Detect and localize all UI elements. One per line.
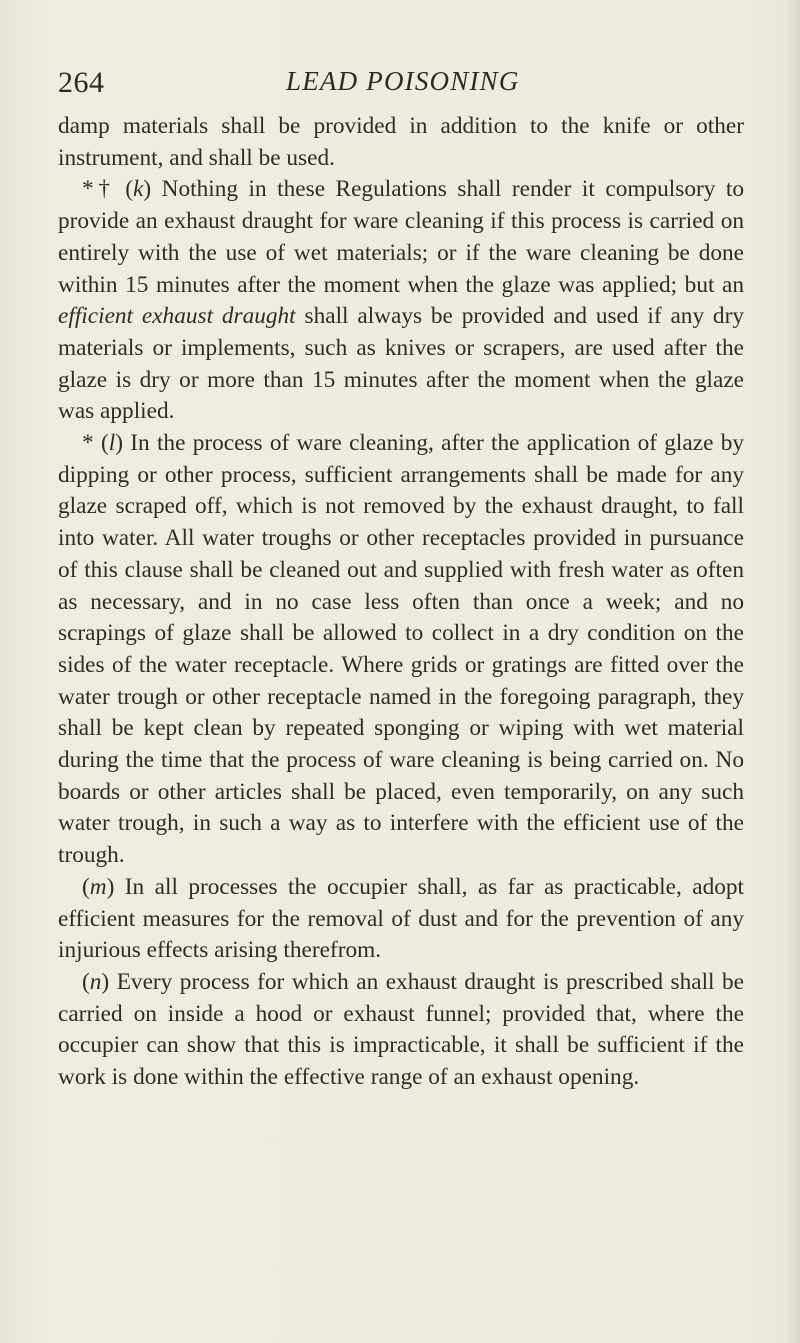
clause-label-close: )	[143, 176, 152, 203]
body-text	[58, 111, 744, 1094]
clause-label: m	[89, 873, 107, 900]
running-head: LEAD POISONING	[286, 66, 520, 96]
paragraph-continuation	[58, 111, 744, 174]
clause-marker: *	[82, 430, 94, 457]
page-number: 264	[58, 66, 105, 99]
clause-text-before: Nothing in these Regulations shall render it compulsory to provide an exhaust draught for ware cleaning if this process is carried on entirely with the use of wet materials; or if the ware cleaning be done within 15 minutes after the moment when the glaze was applied; but an	[58, 176, 745, 298]
clause-k	[58, 174, 744, 428]
clause-label-close: )	[106, 873, 115, 900]
clause-l	[58, 428, 744, 872]
clause-text-after: shall always be provided and used if any dry materials or implements, such as knives or scrapers, are used after the glaze is dry or more than 15 minutes after the moment when the glaze was applied.	[58, 303, 744, 425]
page-edge-shadow	[786, 0, 800, 1343]
clause-marker: *†	[82, 176, 115, 203]
clause-label: k	[133, 176, 144, 203]
paragraph-text: damp materials shall be provided in addition to the knife or other instrument, and shall be used.	[58, 113, 744, 171]
clause-label: n	[89, 968, 102, 995]
clause-label-open: (	[82, 873, 90, 900]
clause-n	[58, 967, 744, 1094]
clause-label-close: )	[115, 430, 123, 457]
clause-label-open: (	[82, 968, 90, 995]
clause-label-close: )	[101, 968, 110, 995]
clause-label-open: (	[100, 430, 109, 457]
clause-m	[58, 872, 744, 967]
clause-label-open: (	[125, 176, 133, 203]
clause-text: In the process of ware cleaning, after the application of glaze by dipping or other process, sufficient arrangements shall be made for any glaze scraped off, which is not removed by the exhaust draught, to fall into water. All water troughs or other receptacles provided in pursuance of this clause shall be cleaned out and supplied with fresh water as often as necessary, and in no case less often than once a week; and no scrapings of glaze shall be allowed to collect in a dry condition on the sides of the water receptacle. Where grids or gratings are fitted over the water trough or other receptacle named in the foregoing paragraph, they shall be kept clean by repeated sponging or wiping with wet material during the time that the process of ware cleaning is being carried on. No boards or other articles shall be placed, even temporarily, on any such water trough, in such a way as to interfere with the efficient use of the trough.	[58, 430, 745, 869]
clause-emphasis: efficient exhaust draught	[58, 303, 296, 330]
clause-text: Every process for which an exhaust draught is prescribed shall be carried on inside a hood or exhaust funnel; provided that, where the occupier can show that this is impracticable, it shall be sufficient if the work is done within the effective range of an exhaust opening.	[58, 968, 745, 1091]
clause-text: In all processes the occupier shall, as far as practicable, adopt efficient measures for the removal of dust and for the prevention of any injurious effects arising therefrom.	[58, 873, 744, 964]
page-header	[58, 58, 742, 98]
clause-label: l	[108, 430, 116, 457]
